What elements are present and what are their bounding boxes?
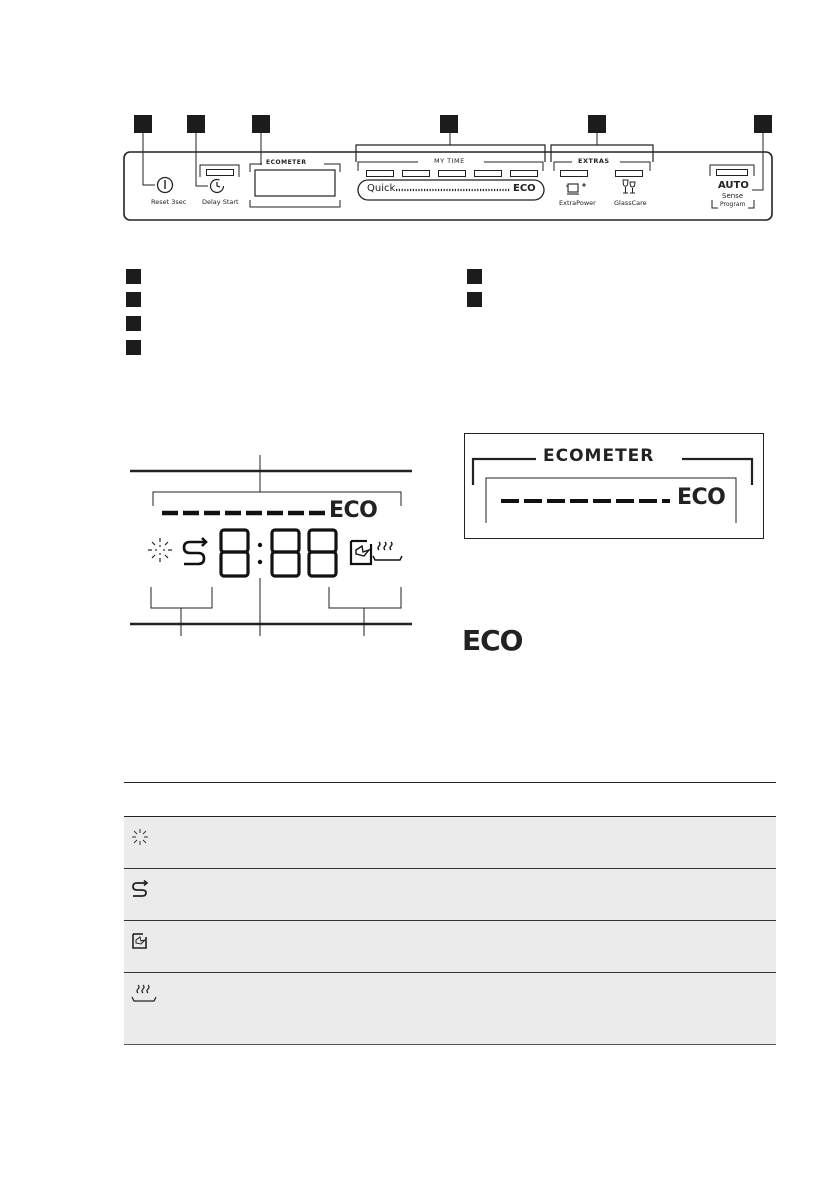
table-cell — [124, 869, 776, 921]
mytime-led-1 — [366, 170, 394, 177]
table-header-row — [124, 783, 776, 817]
indicator-table — [124, 782, 776, 1045]
drying-icon — [130, 983, 158, 1005]
reset-label: Reset 3sec — [151, 198, 187, 206]
mytime-led-5 — [510, 170, 538, 177]
extrapower-label: ExtraPower — [559, 199, 596, 207]
mytime-eco-label[interactable]: ECO — [513, 183, 536, 194]
delay-start-label: Delay Start — [202, 198, 239, 206]
legend-marker-6 — [467, 292, 482, 307]
autoopen-icon — [130, 931, 150, 951]
glasscare-icon[interactable] — [620, 179, 638, 196]
table-header-cell — [124, 783, 776, 817]
ecometer-detail-title: ECOMETER — [543, 446, 655, 466]
table-cell — [124, 973, 776, 1045]
mytime-led-3 — [438, 170, 466, 177]
rinse-aid-icon — [130, 879, 150, 899]
display-digits — [221, 530, 336, 576]
display-drying-icon — [373, 542, 402, 560]
delay-start-led — [206, 169, 234, 176]
clock-icon[interactable] — [209, 178, 227, 194]
display-rinse-aid-icon — [184, 538, 206, 564]
display-figure — [120, 450, 420, 640]
mytime-led-4 — [474, 170, 502, 177]
ecometer-detail-eco: ECO — [677, 485, 726, 510]
program-label: Program — [720, 201, 746, 208]
extrapower-led — [560, 170, 588, 177]
glasscare-led — [615, 170, 643, 177]
sense-label: Sense — [722, 192, 744, 200]
quick-label[interactable]: Quick — [367, 183, 396, 194]
legend-marker-4 — [126, 340, 141, 355]
ecometer-panel-label: ECOMETER — [266, 159, 307, 166]
extrapower-icon[interactable] — [566, 180, 588, 196]
auto-sense-led — [716, 169, 748, 176]
power-icon[interactable] — [156, 176, 174, 194]
table-cell — [124, 817, 776, 869]
legend-marker-5 — [467, 269, 482, 284]
legend-marker-1 — [126, 269, 141, 284]
eco-logo: ECO — [462, 624, 523, 657]
display-eco-label: ECO — [329, 498, 378, 523]
auto-label[interactable]: AUTO — [718, 180, 749, 191]
legend-marker-2 — [126, 292, 141, 307]
table-row — [124, 869, 776, 921]
mytime-label: MY TIME — [434, 157, 465, 165]
panel-outline — [0, 0, 840, 260]
display-salt-icon — [148, 538, 172, 562]
legend-marker-3 — [126, 316, 141, 331]
glasscare-label: GlassCare — [614, 199, 647, 207]
display-autoopen-icon — [351, 541, 371, 564]
table-cell — [124, 921, 776, 973]
mytime-led-2 — [402, 170, 430, 177]
extras-label: EXTRAS — [578, 157, 610, 165]
table-row — [124, 921, 776, 973]
table-row — [124, 973, 776, 1045]
salt-icon — [130, 827, 150, 847]
table-row — [124, 817, 776, 869]
